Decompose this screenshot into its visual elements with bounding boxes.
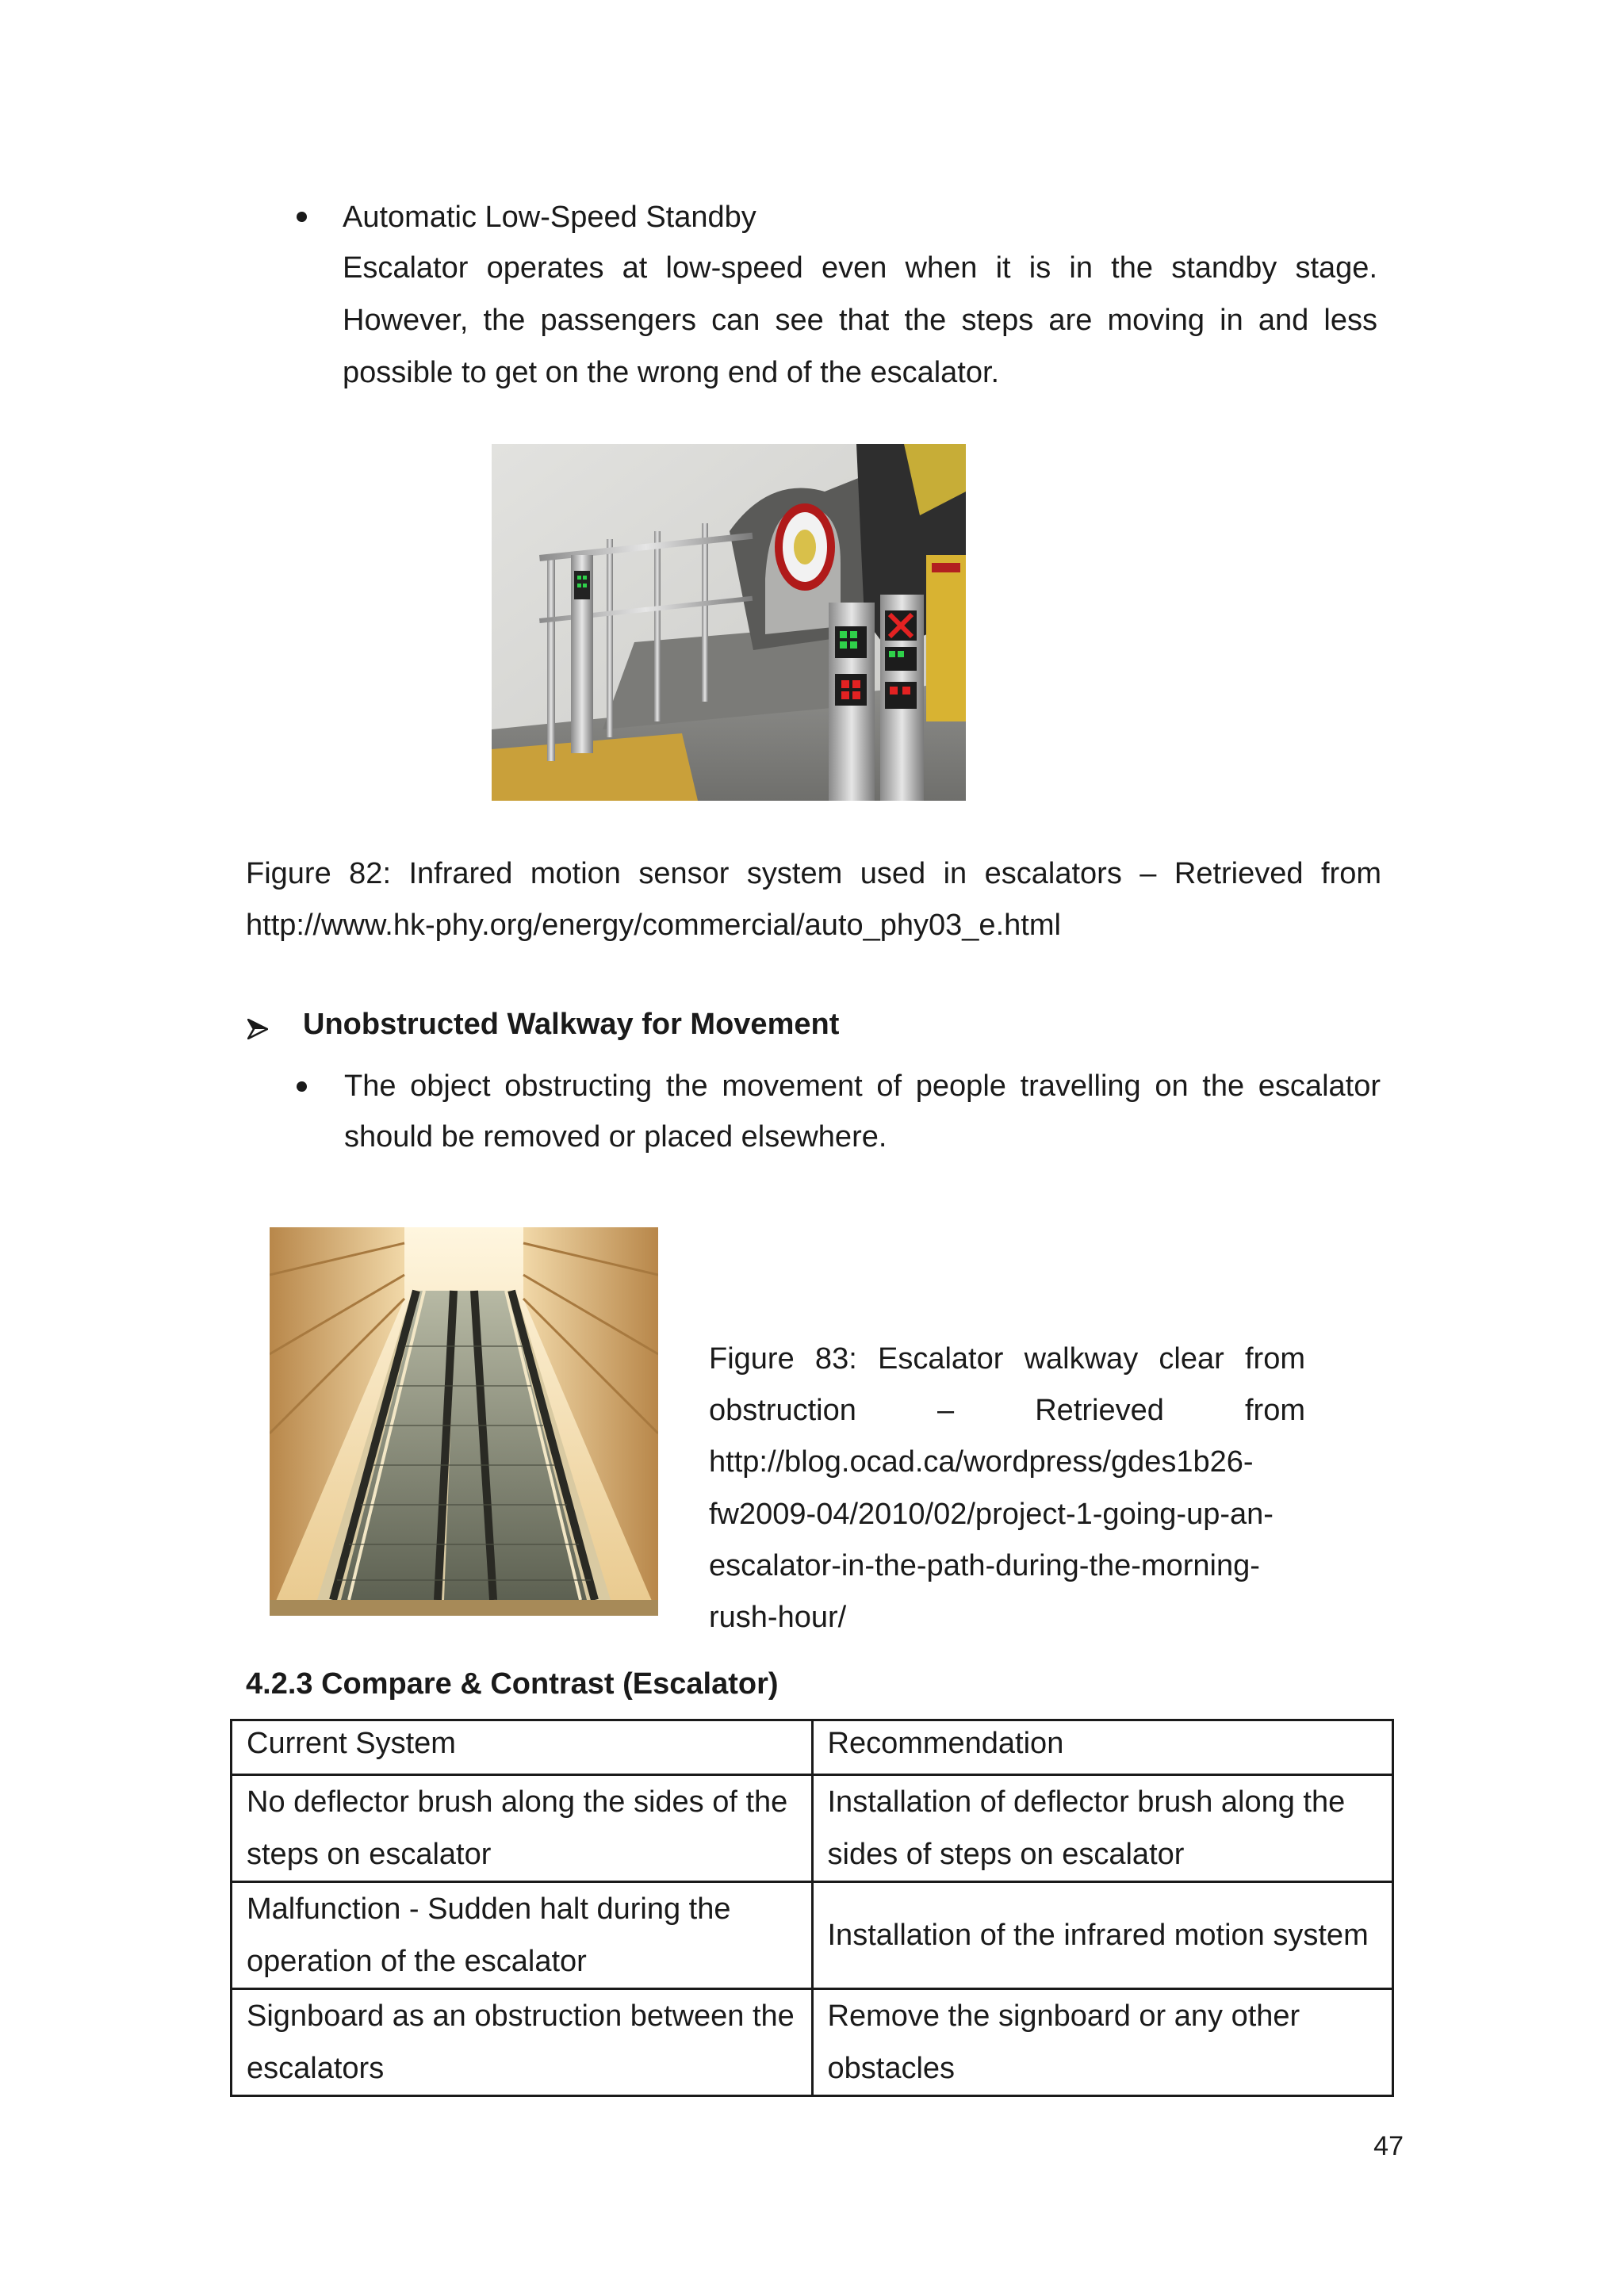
paragraph-line: The object obstructing the movement of people travelling on the escalator: [344, 1070, 1381, 1103]
clear-escalator-photo: [270, 1227, 658, 1616]
table-cell: [232, 1989, 813, 2096]
escalator-sensor-photo: [492, 444, 966, 801]
cell-line: steps on escalator: [247, 1838, 492, 1871]
cell-line: operation of the escalator: [247, 1945, 587, 1978]
page-number: 47: [1373, 2131, 1404, 2161]
cell-line: obstacles: [827, 2052, 956, 2085]
subsection-heading: 4.2.3 Compare & Contrast (Escalator): [246, 1667, 779, 1701]
table-header-row: [232, 1720, 1393, 1775]
cell-line: escalators: [247, 2052, 385, 2085]
table-cell: [232, 1882, 813, 1989]
arrow-bullet-icon: [247, 1013, 268, 1034]
compare-table: [230, 1719, 1394, 2097]
paragraph-line: should be removed or placed elsewhere.: [344, 1120, 887, 1154]
paragraph-line: Escalator operates at low-speed even when it is in the standby stage.: [343, 251, 1377, 285]
bullet-dot: [297, 212, 307, 222]
table-cell: [232, 1775, 813, 1882]
table-cell: [812, 1989, 1393, 2096]
figure-caption-line: Figure 83: Escalator walkway clear from: [709, 1342, 1305, 1376]
table-row: [232, 1989, 1393, 2096]
paragraph-line: However, the passengers can see that the steps are moving in and less: [343, 304, 1377, 337]
figure-caption-line: obstruction – Retrieved from: [709, 1394, 1305, 1427]
section-heading: Unobstructed Walkway for Movement: [303, 1008, 840, 1041]
cell-line: Installation of deflector brush along the: [827, 1785, 1346, 1819]
column-header: Recommendation: [812, 1720, 1393, 1775]
table-cell: [812, 1775, 1393, 1882]
figure-caption-line: Figure 82: Infrared motion sensor system used in escalators – Retrieved from: [246, 857, 1381, 890]
paragraph-line: possible to get on the wrong end of the escalator.: [343, 356, 1000, 389]
bullet-dot: [297, 1081, 307, 1092]
bullet-title: Automatic Low-Speed Standby: [343, 201, 756, 234]
cell-line: sides of steps on escalator: [827, 1838, 1185, 1871]
cell-line: No deflector brush along the sides of the: [247, 1785, 788, 1819]
figure-caption-line: http://blog.ocad.ca/wordpress/gdes1b26-: [709, 1445, 1254, 1479]
table-cell: [812, 1882, 1393, 1989]
table-row: [232, 1775, 1393, 1882]
table-row: [232, 1882, 1393, 1989]
figure-caption-line: fw2009-04/2010/02/project-1-going-up-an-: [709, 1498, 1274, 1531]
figure-caption-line: rush-hour/: [709, 1601, 847, 1634]
column-header: Current System: [232, 1720, 813, 1775]
figure-caption-line: http://www.hk-phy.org/energy/commercial/auto_phy03_e.html: [246, 909, 1061, 942]
cell-line: Malfunction - Sudden halt during the: [247, 1892, 731, 1926]
figure-caption-line: escalator-in-the-path-during-the-morning-: [709, 1549, 1260, 1582]
cell-line: Signboard as an obstruction between the: [247, 1999, 795, 2033]
cell-line: Remove the signboard or any other: [827, 1999, 1300, 2033]
cell-line: Installation of the infrared motion system: [827, 1919, 1369, 1952]
